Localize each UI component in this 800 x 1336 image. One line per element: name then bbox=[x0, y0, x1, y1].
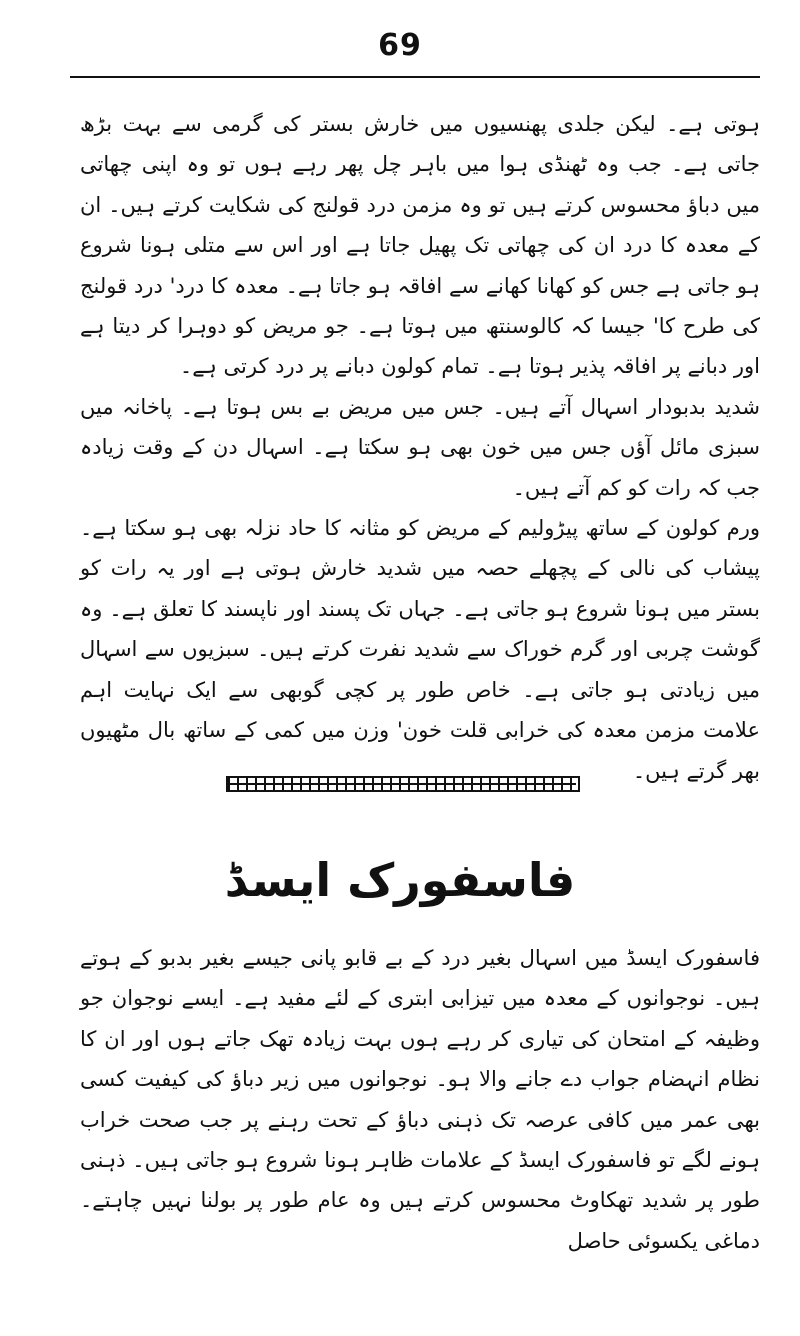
page-number: 69 bbox=[378, 28, 422, 63]
paragraph: ورم کولون کے ساتھ پیڑولیم کے مریض کو مثانہ کا حاد نزلہ بھی ہو سکتا ہے۔ پیشاب کی نالی کے پچھلے حصہ میں شدید خارش ہوتی ہے اور یہ رات کو بستر میں ہونا شروع ہو جاتی ہے۔ جہاں تک پسند اور ناپسند کا تعلق ہے۔ وہ گوشت چربی اور گرم خوراک سے شدید نفرت کرتے ہیں۔ سبزیوں سے اسہال میں زیادتی ہو جاتی ہے۔ خاص طور پر کچی گوبھی سے ایک نہایت اہم علامت مزمن معدہ کی خرابی قلت خون' وزن میں کمی کے ساتھ بال مٹھیوں بھر گرتے ہیں۔ bbox=[80, 516, 760, 783]
paragraph: ہوتی ہے۔ لیکن جلدی پھنسیوں میں خارش بستر کی گرمی سے بہت بڑھ جاتی ہے۔ جب وہ ٹھنڈی ہوا میں باہر چل پھر رہے ہوں تو وہ اپنی چھاتی میں دباؤ محسوس کرتے ہیں تو وہ مزمن درد قولنج کی شکایت کرتے ہیں۔ ان کے معدہ کا درد ان کی چھاتی تک پھیل جاتا ہے اور اس سے متلی ہونا شروع ہو جاتی ہے جس کو کھانا کھانے سے افاقہ ہو جاتا ہے۔ معدہ کا درد' درد قولنج کی طرح کا' جیسا کہ کالوسنتھ میں ہوتا ہے۔ جو مریض کو دوہرا کر دیتا ہے اور دبانے پر افاقہ پذیر ہوتا ہے۔ تمام کولون دبانے پر درد کرتی ہے۔ bbox=[80, 112, 760, 379]
paragraph: فاسفورک ایسڈ میں اسہال بغیر درد کے بے قابو پانی جیسے بغیر بدبو کے ہوتے ہیں۔ نوجوانوں کے معدہ میں تیزابی ابتری کے لئے مفید ہے۔ ایسے نوجوان جو وظیفہ کے امتحان کی تیاری کر رہے ہوں بہت زیادہ تھک جاتے ہوں اور ان کا نظام انہضام جواب دے جانے والا ہو۔ نوجوانوں میں زیر دباؤ کی کیفیت کسی بھی عمر میں کافی عرصہ تک ذہنی دباؤ کے تحت رہنے پر جب صحت خراب ہونے لگے تو فاسفورک ایسڈ کے علامات ظاہر ہونا شروع ہو جاتی ہیں۔ ذہنی طور پر شدید تھکاوٹ محسوس کرتے ہیں وہ عام طور پر بولنا نہیں چاہتے۔ دماغی یکسوئی حاصل bbox=[80, 946, 760, 1253]
section-heading: فاسفورک ایسڈ bbox=[224, 853, 576, 907]
body-text-bottom bbox=[80, 938, 760, 1261]
header-rule bbox=[70, 76, 760, 78]
body-text-top bbox=[80, 104, 760, 791]
paragraph: شدید بدبودار اسہال آتے ہیں۔ جس میں مریض بے بس ہوتا ہے۔ پاخانہ میں سبزی مائل آؤں جس میں خون بھی ہو سکتا ہے۔ اسہال دن کے وقت زیادہ جب کہ رات کو کم آتے ہیں۔ bbox=[80, 394, 760, 500]
decorative-divider bbox=[226, 776, 580, 792]
